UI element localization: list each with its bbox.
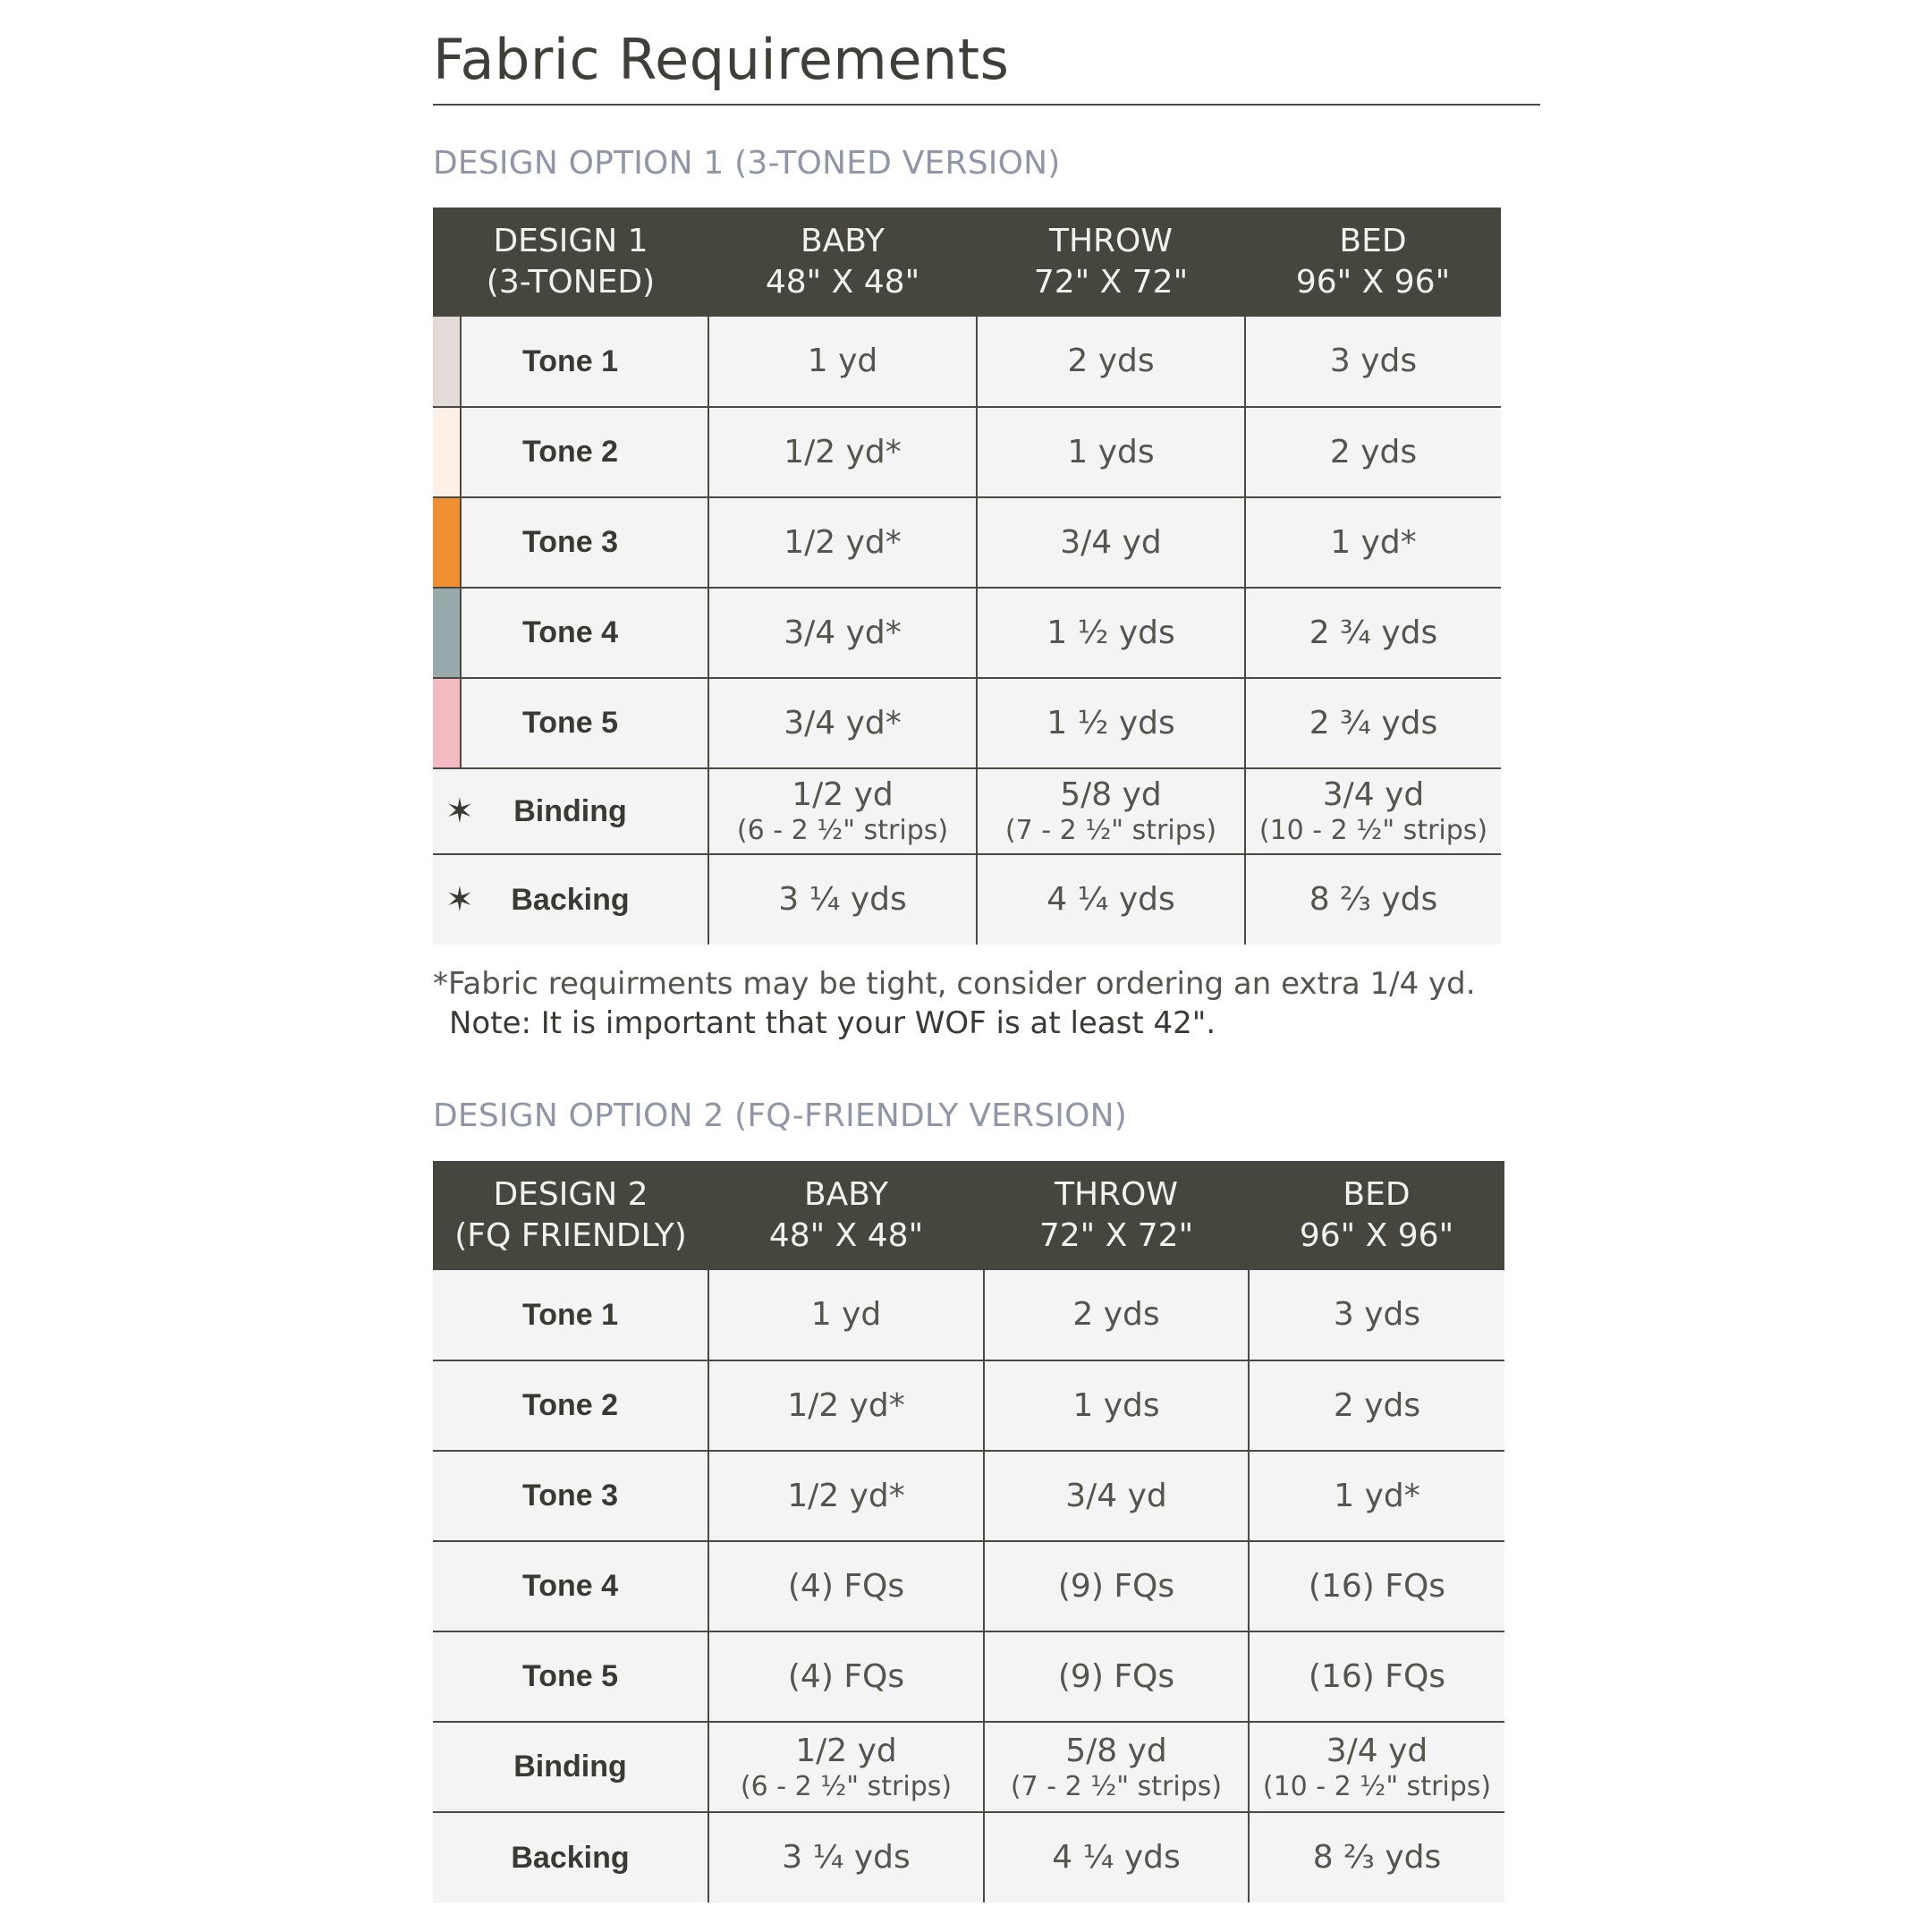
cell-value: 3/4 yd* <box>784 704 902 741</box>
cell-value: 1/2 yd* <box>784 433 902 470</box>
row-label <box>433 854 708 945</box>
row-label <box>433 588 708 678</box>
value-cell <box>1249 1812 1504 1902</box>
value-cell <box>1249 1722 1504 1812</box>
row-label-text: Binding <box>513 793 627 828</box>
fabric-note: *Fabric requirments may be tight, consider ordering an extra 1/4 yd. <box>433 966 1476 1002</box>
cell-value: 1/2 yd* <box>787 1386 905 1424</box>
cell-value: 1/2 yd <box>792 776 894 813</box>
value-cell <box>1249 1631 1504 1722</box>
cell-value: 2 yds <box>1329 433 1418 470</box>
table-row <box>433 1270 1504 1360</box>
size-header <box>977 208 1245 317</box>
cell-value: 2 yds <box>1072 1296 1160 1333</box>
table-row <box>433 1451 1504 1541</box>
header-line-1: BED <box>1339 223 1407 259</box>
cell-subvalue: (6 - 2 ½" strips) <box>740 1770 953 1802</box>
tone-swatch <box>433 498 462 587</box>
value-cell <box>984 1451 1249 1541</box>
design-header <box>433 1161 708 1270</box>
value-cell <box>984 1631 1249 1722</box>
row-label-text: Backing <box>511 1840 630 1875</box>
cell-value: 3/4 yd <box>1322 776 1425 813</box>
table-row <box>433 407 1501 497</box>
value-cell <box>977 497 1245 588</box>
tone-swatch <box>433 408 462 496</box>
table-row <box>433 1812 1504 1902</box>
row-label-text: Tone 5 <box>521 706 619 740</box>
table-row <box>433 678 1501 768</box>
value-cell <box>984 1722 1249 1812</box>
value-cell <box>977 317 1245 407</box>
table-row <box>433 854 1501 945</box>
cell-value: 1/2 yd* <box>787 1477 905 1514</box>
row-label <box>433 678 708 768</box>
header-line-2: 72" X 72" <box>1038 1217 1194 1254</box>
value-cell <box>708 497 977 588</box>
cell-value: 4 ¼ yds <box>1052 1839 1181 1876</box>
row-label <box>433 1360 708 1451</box>
cell-value: 3/4 yd <box>1060 523 1162 561</box>
row-label <box>433 1451 708 1541</box>
value-cell <box>1249 1451 1504 1541</box>
design-option-2-table <box>433 1161 1504 1902</box>
header-line-2: (FQ FRIENDLY) <box>454 1217 687 1254</box>
value-cell <box>708 1812 984 1902</box>
cell-value: (16) FQs <box>1308 1567 1446 1605</box>
header-line-1: THROW <box>1054 1176 1178 1213</box>
value-cell <box>977 588 1245 678</box>
cell-value: (9) FQs <box>1057 1657 1175 1695</box>
row-label <box>433 768 708 854</box>
value-cell <box>1245 678 1501 768</box>
page-title: Fabric Requirements <box>433 27 1010 92</box>
star-icon: ✶ <box>445 881 474 919</box>
table-row <box>433 768 1501 854</box>
size-header <box>708 208 977 317</box>
cell-subvalue: (10 - 2 ½" strips) <box>1258 815 1488 846</box>
cell-value: (4) FQs <box>787 1567 905 1605</box>
cell-value: 3/4 yd <box>1065 1477 1167 1514</box>
cell-value: 1 yd <box>807 343 878 379</box>
row-label <box>433 1541 708 1631</box>
cell-value: 3 ¼ yds <box>782 1839 911 1876</box>
cell-value: 8 ⅔ yds <box>1309 881 1438 918</box>
row-label <box>433 407 708 497</box>
row-label <box>433 1722 708 1812</box>
design-option-1-heading: DESIGN OPTION 1 (3-TONED VERSION) <box>433 145 1061 182</box>
design-option-2-heading: DESIGN OPTION 2 (FQ-FRIENDLY VERSION) <box>433 1097 1128 1134</box>
value-cell <box>708 407 977 497</box>
header-line-1: DESIGN 1 <box>493 223 648 259</box>
cell-value: 2 yds <box>1067 343 1155 379</box>
cell-value: (16) FQs <box>1308 1657 1446 1695</box>
cell-value: 1 ½ yds <box>1046 704 1175 741</box>
value-cell <box>977 768 1245 854</box>
tone-swatch <box>433 589 462 677</box>
value-cell <box>1249 1270 1504 1360</box>
table-row <box>433 497 1501 588</box>
table-row <box>433 588 1501 678</box>
header-line-2: 96" X 96" <box>1295 264 1451 301</box>
value-cell <box>1249 1360 1504 1451</box>
cell-subvalue: (6 - 2 ½" strips) <box>736 815 949 846</box>
cell-subvalue: (10 - 2 ½" strips) <box>1262 1770 1492 1802</box>
header-line-1: BABY <box>800 223 886 259</box>
value-cell <box>708 768 977 854</box>
row-label <box>433 317 708 407</box>
header-line-2: 48" X 48" <box>768 1217 924 1254</box>
table-row <box>433 1360 1504 1451</box>
table-row <box>433 317 1501 407</box>
tone-swatch <box>433 679 462 767</box>
cell-value: 1/2 yd* <box>784 523 902 561</box>
cell-value: 2 yds <box>1333 1386 1421 1424</box>
row-label-text: Tone 4 <box>521 615 619 649</box>
value-cell <box>1245 407 1501 497</box>
cell-value: 1 yd* <box>1330 523 1417 561</box>
row-label <box>433 1270 708 1360</box>
value-cell <box>708 1722 984 1812</box>
row-label <box>433 497 708 588</box>
size-header <box>984 1161 1249 1270</box>
row-label-text: Tone 3 <box>521 1479 619 1513</box>
wof-note: Note: It is important that your WOF is at least 42". <box>449 1005 1216 1041</box>
row-label <box>433 1631 708 1722</box>
header-line-2: 72" X 72" <box>1033 264 1189 301</box>
value-cell <box>1245 768 1501 854</box>
header-line-1: THROW <box>1048 223 1173 259</box>
cell-value: 2 ¾ yds <box>1309 704 1438 741</box>
header-line-2: 96" X 96" <box>1299 1217 1454 1254</box>
design-option-1-table <box>433 208 1501 945</box>
header-line-2: 48" X 48" <box>765 264 920 301</box>
cell-value: 3 yds <box>1329 343 1418 379</box>
value-cell <box>977 678 1245 768</box>
cell-value: 1 ½ yds <box>1046 614 1175 651</box>
size-header <box>1245 208 1501 317</box>
size-header <box>1249 1161 1504 1270</box>
star-icon: ✶ <box>445 792 474 831</box>
header-line-1: BABY <box>803 1176 889 1213</box>
cell-value: 1 yds <box>1067 433 1155 470</box>
table-row <box>433 1631 1504 1722</box>
value-cell <box>708 588 977 678</box>
cell-value: 3 yds <box>1333 1296 1421 1333</box>
value-cell <box>977 854 1245 945</box>
row-label-text: Tone 4 <box>521 1569 619 1603</box>
row-label <box>433 1812 708 1902</box>
row-label-text: Tone 3 <box>521 525 619 559</box>
cell-subvalue: (7 - 2 ½" strips) <box>1010 1770 1223 1802</box>
table-row <box>433 1722 1504 1812</box>
cell-value: 4 ¼ yds <box>1046 881 1175 918</box>
cell-value: 8 ⅔ yds <box>1312 1839 1442 1876</box>
value-cell <box>708 854 977 945</box>
value-cell <box>984 1270 1249 1360</box>
cell-value: (9) FQs <box>1057 1567 1175 1605</box>
value-cell <box>708 1451 984 1541</box>
value-cell <box>984 1360 1249 1451</box>
value-cell <box>708 1360 984 1451</box>
value-cell <box>984 1541 1249 1631</box>
size-header <box>708 1161 984 1270</box>
value-cell <box>1245 317 1501 407</box>
value-cell <box>1249 1541 1504 1631</box>
value-cell <box>708 1631 984 1722</box>
cell-value: 5/8 yd <box>1060 776 1162 813</box>
value-cell <box>1245 588 1501 678</box>
value-cell <box>708 1541 984 1631</box>
cell-value: 2 ¾ yds <box>1309 614 1438 651</box>
value-cell <box>1245 854 1501 945</box>
cell-value: 5/8 yd <box>1065 1732 1167 1769</box>
cell-value: 3 ¼ yds <box>778 881 907 918</box>
value-cell <box>708 1270 984 1360</box>
cell-value: 1 yds <box>1072 1386 1160 1424</box>
value-cell <box>708 678 977 768</box>
cell-value: 3/4 yd <box>1326 1732 1428 1769</box>
cell-value: 1/2 yd <box>795 1732 897 1769</box>
row-label-text: Tone 2 <box>521 1388 619 1422</box>
value-cell <box>708 317 977 407</box>
row-label-text: Tone 5 <box>521 1659 619 1693</box>
value-cell <box>984 1812 1249 1902</box>
cell-value: 1 yd <box>810 1296 882 1333</box>
row-label-text: Tone 1 <box>521 1297 619 1332</box>
header-line-2: (3-TONED) <box>486 264 656 301</box>
value-cell <box>977 407 1245 497</box>
design-header <box>433 208 708 317</box>
row-label-text: Binding <box>513 1750 627 1784</box>
row-label-text: Tone 2 <box>521 435 619 469</box>
row-label-text: Tone 1 <box>521 343 619 378</box>
row-label-text: Backing <box>511 882 630 917</box>
cell-subvalue: (7 - 2 ½" strips) <box>1004 815 1217 846</box>
table-row <box>433 1541 1504 1631</box>
cell-value: 3/4 yd* <box>784 614 902 651</box>
tone-swatch <box>433 317 462 406</box>
header-line-1: DESIGN 2 <box>493 1176 648 1213</box>
header-line-1: BED <box>1343 1176 1411 1213</box>
title-divider <box>433 104 1540 106</box>
cell-value: 1 yd* <box>1334 1477 1420 1514</box>
value-cell <box>1245 497 1501 588</box>
cell-value: (4) FQs <box>787 1657 905 1695</box>
